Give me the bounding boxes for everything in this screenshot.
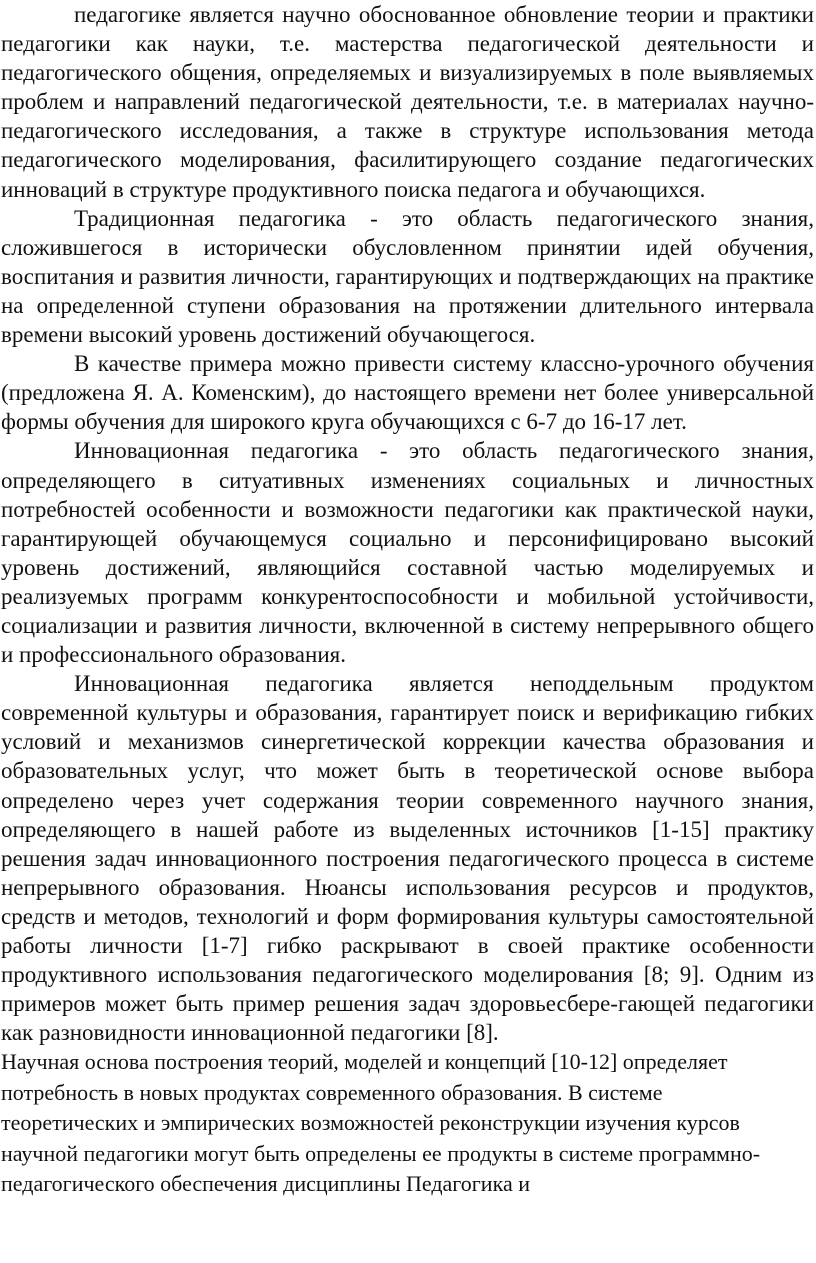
paragraph-innovative-pedagogy-definition: Инновационная педагогика - это область педагогического знания, определяющего в ситуативных изменениях социальных и личностных потребностей особенности и возможности педагогики как практической науки, гарантирующей обучающемуся социально и персонифицировано высокий уровень достижений, являющийся составной частью моделируемых и реализуемых программ конкурентоспособности и мобильной устойчивости, социализации и развития личности, включенной в систему непрерывного общего и профессионального образования. [1,438,814,668]
paragraph-traditional-pedagogy: Традиционная педагогика - это область педагогического знания, сложившегося в исторически обусловленном принятии идей обучения, воспитания и развития личности, гарантирующих и подтверждающих на практике на определенной ступени образования на протяжении длительного интервала времени высокий уровень достижений обучающегося. [1,205,814,348]
paragraph-scientific-basis: Научная основа построения теорий, моделей и концепций [10-12] определяет потребность в новых продуктах современного образования. В системе теоретических и эмпирических возможностей реконструкции изучения курсов научной педагогики могут быть определены ее продукты в системе программно-педагогического обеспечения дисциплины Педагогика и [1,1049,761,1196]
paragraph-innovative-pedagogy-product: Инновационная педагогика является неподдельным продуктом современной культуры и образования, гарантирует поиск и верификацию гибких условий и механизмов синергетической коррекции качества образования и образовательных услуг, что может быть в теоретической основе выбора определено через учет содержания теории современного научного знания, определяющего в нашей работе из выделенных источников [1-15] практику решения задач инновационного построения педагогического процесса в системе непрерывного образования. Нюансы использования ресурсов и продуктов, средств и методов, технологий и форм формирования культуры самостоятельной работы личности [1-7] гибко раскрывают в своей практике особенности продуктивного использования педагогического моделирования [8; 9]. Одним из примеров может быть пример решения задач здоровьесбере-гающей педагогики как разновидности инновационной педагогики [8]. [1,671,814,1046]
paragraph-continuation: педагогике является научно обоснованное обновление теории и практики педагогики как науки, т.е. мастерства педагогической деятельности и педагогического общения, определяемых и визуализируемых в поле выявляемых проблем и направлений педагогической деятельности, т.е. в материалах научно-педагогического исследования, а также в структуре использования метода педагогического моделирования, фасилитирующего создание педагогических инноваций в структуре продуктивного поиска педагога и обучающихся. [1,2,814,202]
paragraph-example-komensky: В качестве примера можно привести систему классно-урочного обучения (предложена Я. А. Коменским), до настоящего времени нет более универсальной формы обучения для широкого круга обучающихся с 6-7 до 16-17 лет. [1,351,814,435]
